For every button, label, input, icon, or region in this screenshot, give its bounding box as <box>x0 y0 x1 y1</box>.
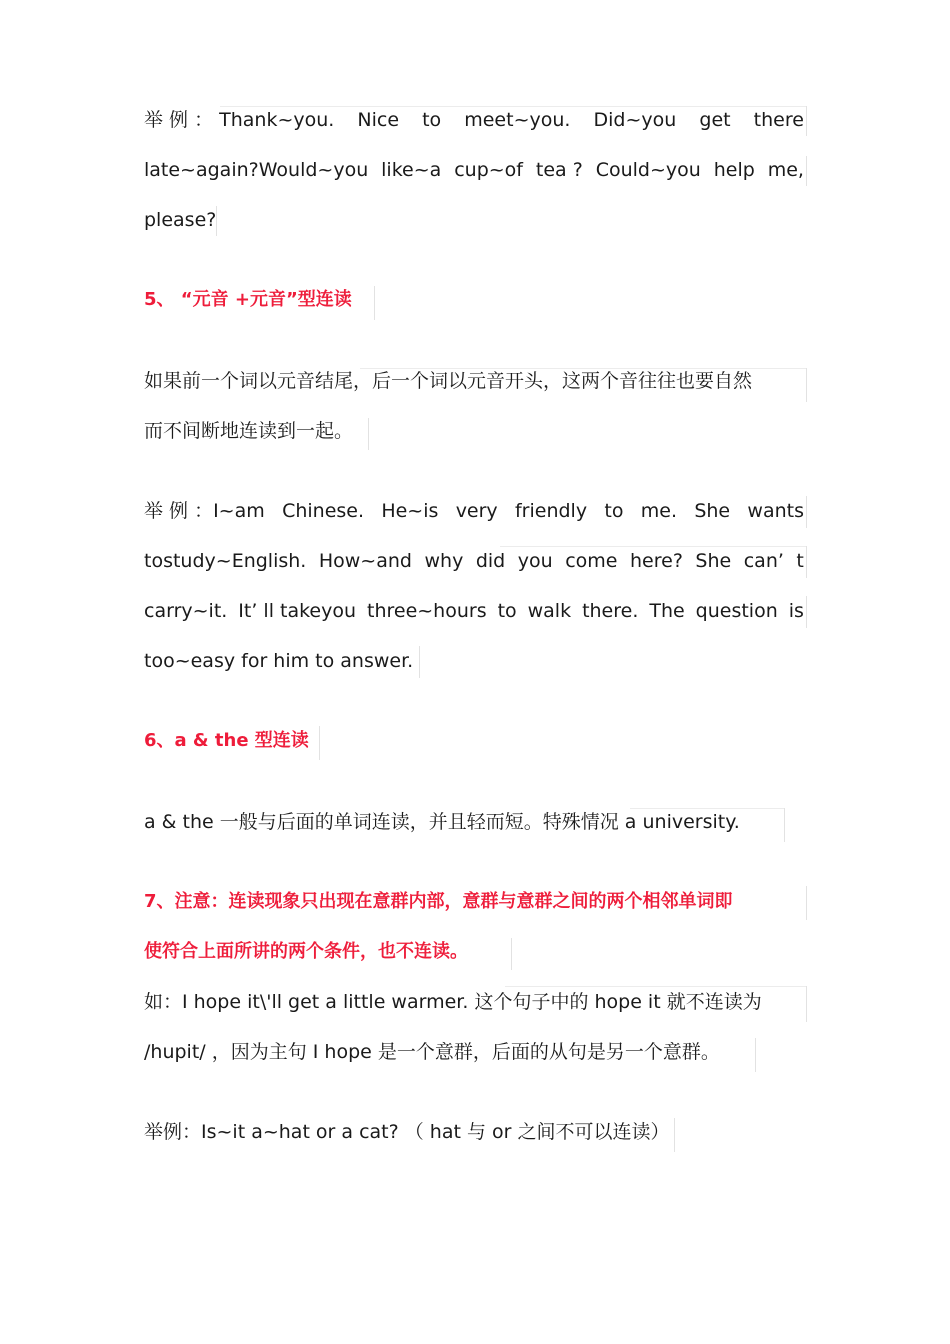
word: meet~you. <box>464 109 571 131</box>
word: me, <box>767 159 804 181</box>
word: The <box>649 600 685 622</box>
word: tea ? <box>535 159 583 181</box>
cell-border <box>216 206 217 236</box>
word: Chinese. <box>282 500 365 522</box>
word: did <box>475 550 506 572</box>
cell-border <box>220 106 806 107</box>
word: tostudy~English. <box>144 550 307 572</box>
paragraph-6: a & the 一般与后面的单词连读，并且轻而短。特殊情况 a university. <box>144 811 740 833</box>
word: How~and <box>318 550 412 572</box>
cell-border <box>806 106 807 136</box>
cell-border <box>806 546 807 578</box>
word: late~again?Would~you <box>144 159 369 181</box>
word: to <box>604 500 624 522</box>
word: She <box>695 550 732 572</box>
cell-border <box>374 286 375 320</box>
word: He~is <box>381 500 439 522</box>
cell-border <box>784 808 785 842</box>
paragraph-5-line-1: 如果前一个词以元音结尾，后一个词以元音开头，这两个音往往也要自然 <box>144 370 753 392</box>
word: can’ <box>743 550 784 572</box>
word: t <box>796 550 804 572</box>
heading-7-line-2: 使符合上面所讲的两个条件，也不连读。 <box>144 941 468 962</box>
heading-6: 6、a & the 型连读 <box>144 730 309 751</box>
cell-border <box>806 368 807 402</box>
word: very <box>455 500 498 522</box>
word: you <box>517 550 553 572</box>
cell-border <box>806 986 807 1022</box>
word: 举 例 ： Thank~you. <box>144 109 335 131</box>
word: wants <box>747 500 804 522</box>
word: question <box>695 600 778 622</box>
cell-border <box>630 808 784 809</box>
word: Could~you <box>595 159 701 181</box>
word: like~a <box>381 159 442 181</box>
paragraph-7-line-1: 如：I hope it\'ll get a little warmer. 这个句子中的 hope it 就不连读为 <box>144 991 762 1013</box>
paragraph-7-line-2: /hupit/ ，因为主句 I hope 是一个意群，后面的从句是另一个意群。 <box>144 1041 720 1063</box>
word: to <box>422 109 442 131</box>
word: why <box>424 550 464 572</box>
cell-border <box>806 886 807 920</box>
word: It’ ll takeyou <box>238 600 357 622</box>
cell-border <box>674 1118 675 1152</box>
paragraph-5-line-2: 而不间断地连读到一起。 <box>144 420 354 442</box>
example-1-line-2 <box>144 157 804 183</box>
word: three~hours <box>367 600 487 622</box>
cell-border <box>806 596 807 628</box>
cell-border <box>500 546 806 547</box>
example-2-line-3 <box>144 598 804 624</box>
cell-border <box>319 726 320 760</box>
word: there <box>753 109 804 131</box>
word: come <box>565 550 618 572</box>
word: is <box>788 600 804 622</box>
word: me. <box>640 500 678 522</box>
cell-border <box>368 418 369 450</box>
word: 举 例 ：I~am <box>144 500 265 522</box>
example-1-line-1 <box>144 107 804 133</box>
word: to <box>497 600 517 622</box>
word: help <box>713 159 755 181</box>
cell-border <box>806 496 807 528</box>
heading-7-line-1: 7、注意：连读现象只出现在意群内部，意群与意群之间的两个相邻单词即 <box>144 891 733 912</box>
word: Did~you <box>593 109 677 131</box>
example-1-line-3: please? <box>144 209 217 231</box>
cell-border <box>511 938 512 970</box>
cell-border <box>505 986 806 987</box>
word: Nice <box>357 109 400 131</box>
example-2-line-1 <box>144 498 804 524</box>
cell-border <box>419 646 420 678</box>
example-2-line-4: too~easy for him to answer. <box>144 650 414 672</box>
word: cup~of <box>454 159 523 181</box>
cell-border <box>806 156 807 186</box>
word: here? <box>630 550 683 572</box>
word: She <box>694 500 731 522</box>
cell-border <box>360 368 806 369</box>
word: get <box>699 109 731 131</box>
example-2-line-2 <box>144 548 804 574</box>
word: there. <box>582 600 639 622</box>
cell-border <box>755 1038 756 1072</box>
word: friendly <box>514 500 588 522</box>
example-3: 举例：Is~it a~hat or a cat? （ hat 与 or 之间不可以连读） <box>144 1121 670 1143</box>
word: carry~it. <box>144 600 228 622</box>
heading-5: 5、 “元音 +元音”型连读 <box>144 289 352 310</box>
word: walk <box>527 600 572 622</box>
